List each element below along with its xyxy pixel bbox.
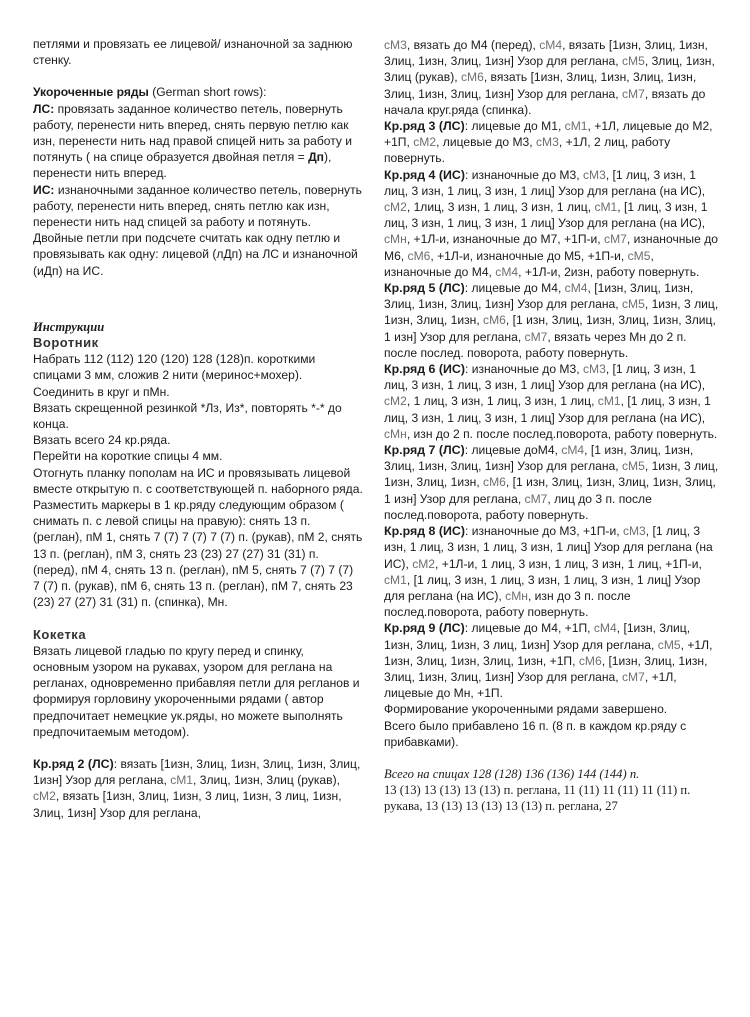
row-8-text-c: , +1Л-и, 1 лиц, 3 изн, 1 лиц, 3 изн, 1 лиц, +1П-и,	[435, 556, 702, 571]
row-9-text-a: : лицевые до М4, +1П,	[464, 621, 594, 636]
intro-paragraph: петлями и провязать ее лицевой/ изнаночной за заднюю стенку.	[33, 37, 353, 68]
row-5-text-b: , [1изн, 3лиц, 1изн, 3лиц, 1изн, 3лиц, 1изн] Узор для реглана,	[384, 281, 694, 312]
row-5-text-c: , 1изн, 3 лиц, 1изн, 3лиц, 1изн,	[384, 297, 719, 328]
is-text: изнаночными заданное количество петель, повернуть работу, перенести нить вперед, снять петлю как изн, перенести нить над спицей за работу и потянуть.	[33, 182, 362, 230]
marker-m5: сМ5	[621, 54, 645, 69]
row-4-text-b: , [1 лиц, 3 изн, 1 лиц, 3 изн, 1 лиц, 3 изн, 1 лиц] Узор для реглана (на ИС),	[384, 167, 706, 198]
marker-m2: сМ2	[384, 394, 407, 409]
row-2-text-d: , вязать до М4 (перед),	[406, 38, 540, 52]
collar-title: Воротник	[33, 335, 99, 351]
row-8-text-d: , [1 лиц, 3 изн, 1 лиц, 3 изн, 1 лиц, 3 изн, 1 лиц] Узор для реглана (на ИС),	[384, 572, 701, 603]
row-4-text-d: , [1 лиц, 3 изн, 1 лиц, 3 изн, 1 лиц, 3 изн, 1 лиц] Узор для реглана (на ИС),	[384, 200, 708, 231]
row-3-label: Кр.ряд 3 (ЛС)	[384, 119, 465, 134]
instructions-title: Инструкции	[33, 319, 105, 334]
marker-m7: сМ7	[621, 86, 645, 101]
row-2-paragraph	[33, 756, 363, 821]
marker-m4: сМ4	[561, 443, 585, 458]
row-2-continued	[384, 37, 722, 118]
row-2-text-h: , вязать до начала круг.ряда (спинка).	[384, 86, 706, 117]
marker-m4: сМ4	[539, 38, 563, 52]
row-3-text-d: , +1Л, 2 лиц, работу повернуть.	[384, 135, 671, 166]
row-9-label: Кр.ряд 9 (ЛС)	[384, 621, 465, 636]
row-5-text-a: : лицевые до М4,	[464, 281, 565, 296]
marker-m7: сМ7	[621, 669, 645, 684]
row-4-text-c: , 1лиц, 3 изн, 1 лиц, 3 изн, 1 лиц,	[406, 200, 595, 215]
row-2-text-e: , вязать [1изн, 3лиц, 1изн, 3лиц, 1изн, 3лиц, 1изн] Узор для реглана,	[384, 38, 708, 69]
stitch-distribution: 13 (13) 13 (13) 13 (13) п. реглана, 11 (11) 11 (11) 11 (11) п. рукава, 13 (13) 13 (13) 13 (13) п. реглана, 27	[384, 783, 691, 814]
row-6-text-d: , [1 лиц, 3 изн, 1 лиц, 3 изн, 1 лиц, 3 изн, 1 лиц] Узор для реглана (на ИС),	[384, 394, 711, 425]
collar-rows: Вязать всего 24 кр.ряда.	[33, 433, 171, 448]
row-6-paragraph	[384, 361, 722, 442]
marker-m5: сМ5	[621, 297, 645, 312]
row-3-text-c: , лицевые до М3,	[436, 135, 536, 150]
row-4-paragraph	[384, 167, 722, 280]
is-paragraph	[33, 182, 363, 231]
row-3-paragraph	[384, 118, 722, 167]
marker-m7: сМ7	[524, 329, 548, 344]
marker-m2: сМ2	[413, 135, 437, 150]
row-7-paragraph	[384, 442, 722, 523]
right-column	[384, 37, 722, 815]
yoke-title: Кокетка	[33, 626, 87, 642]
row-3-text-a: : лицевые до М1,	[464, 119, 565, 134]
row-2-text-f: , 3лиц, 1изн, 3лиц (рукав),	[384, 54, 715, 85]
marker-m6: сМ6	[407, 248, 431, 263]
total-increased: Всего было прибавлено 16 п. (8 п. в каждом кр.ряду с прибавками).	[384, 718, 687, 749]
marker-m3: сМ3	[582, 362, 606, 377]
row-7-text-a: : лицевые доМ4,	[464, 443, 562, 458]
row-2-text-a: : вязать [1изн, 3лиц, 1изн, 3лиц, 1изн, 3лиц, 1изн] Узор для реглана,	[33, 756, 361, 788]
row-2-text-b: , 3лиц, 1изн, 3лиц (рукав),	[193, 773, 340, 788]
marker-m6: сМ6	[578, 653, 602, 668]
marker-m3: сМ3	[622, 524, 646, 539]
short-rows-done: Формирование укороченными рядами завершено.	[384, 702, 668, 717]
row-7-text-d: , [1 изн, 3лиц, 1изн, 3лиц, 1изн, 3лиц, 1 изн] Узор для реглана,	[384, 475, 716, 506]
row-5-text-e: , вязать через Мн до 2 п. после послед. поворота, работу повернуть.	[384, 329, 687, 360]
is-label: ИС:	[33, 182, 55, 197]
row-9-paragraph	[384, 620, 722, 701]
short-rows-subtitle: (German short rows):	[148, 85, 267, 100]
row-6-text-a: : изнаночные до М3,	[464, 362, 583, 377]
collar-needles: Перейти на короткие спицы 4 мм.	[33, 449, 223, 464]
marker-m1: сМ1	[170, 773, 194, 788]
marker-m2: сМ2	[412, 556, 436, 571]
row-9-text-d: , [1изн, 3лиц, 1изн, 3лиц, 1изн, 3лиц, 1изн] Узор для реглана,	[384, 653, 708, 684]
collar-cast-on: Набрать 112 (112) 120 (120) 128 (128)п. короткими спицами 3 мм, сложив 2 нити (меринос+мохер). Соединить в круг и пМн.	[33, 352, 316, 399]
ls-dp: Дп	[308, 150, 324, 165]
row-4-text-g: , +1Л-и, изнаночные до М5, +1П-и,	[430, 248, 628, 263]
row-6-text-e: , изн до 2 п. после послед.поворота, работу повернуть.	[406, 426, 718, 441]
marker-m4: сМ4	[564, 281, 588, 296]
double-loops-paragraph: Двойные петли при подсчете считать как одну петлю и провязывать как одну: лицевой (лДп) на ЛС и изнаночной (иДп) на ИС.	[33, 231, 358, 278]
row-4-text-h: , изнаночные до М4,	[384, 248, 654, 279]
row-2-label: Кр.ряд 2 (ЛС)	[33, 756, 114, 771]
ls-text-2: ), перенести нить вперед.	[33, 150, 332, 181]
marker-m5: сМ5	[657, 637, 681, 652]
marker-m7: сМ7	[524, 491, 548, 506]
row-4-label: Кр.ряд 4 (ИС)	[384, 167, 465, 182]
row-5-text-d: , [1 изн, 3лиц, 1изн, 3лиц, 1изн, 3лиц, 1 изн] Узор для реглана,	[384, 313, 716, 344]
row-9-text-c: , +1Л, 1изн, 3лиц, 1изн, 3лиц, 1изн, +1П,	[384, 637, 713, 668]
marker-m3: сМ3	[535, 135, 559, 150]
marker-m5: сМ5	[627, 248, 651, 263]
row-6-text-b: , [1 лиц, 3 изн, 1 лиц, 3 изн, 1 лиц, 3 изн, 1 лиц] Узор для реглана (на ИС),	[384, 362, 706, 393]
marker-mn: сМн	[384, 232, 407, 247]
marker-m1: сМ1	[564, 119, 588, 134]
collar-rib: Вязать скрещенной резинкой *Лз, Из*, повторять *-* до конца.	[33, 400, 342, 432]
left-column	[33, 36, 363, 821]
collar-fold: Отогнуть планку пополам на ИС и провязывать лицевой вместе открытую п. с соответствующей п. наборного ряда.	[33, 465, 363, 496]
row-8-text-b: , [1 лиц, 3 изн, 1 лиц, 3 изн, 1 лиц, 3 изн, 1 лиц] Узор для реглана (на ИС),	[384, 524, 713, 571]
row-2-text-c: , вязать [1изн, 3лиц, 1изн, 3 лиц, 1изн, 3 лиц, 1изн, 3лиц, 1изн] Узор для реглана,	[33, 789, 342, 820]
total-on-needles: Всего на спицах 128 (128) 136 (136) 144 (144) п.	[384, 766, 640, 781]
row-7-label: Кр.ряд 7 (ЛС)	[384, 443, 465, 458]
row-6-label: Кр.ряд 6 (ИС)	[384, 362, 465, 377]
marker-m2: сМ2	[384, 200, 407, 215]
marker-m6: сМ6	[483, 313, 506, 328]
marker-m3: сМ3	[582, 167, 606, 182]
row-4-text-a: : изнаночные до М3,	[464, 167, 583, 182]
row-8-text-a: : изнаночные до М3, +1П-и,	[464, 524, 623, 539]
row-8-text-e: , изн до 3 п. после послед.поворота, работу повернуть.	[384, 588, 631, 620]
row-8-paragraph	[384, 523, 722, 620]
row-2-text-g: , вязать [1изн, 3лиц, 1изн, 3лиц, 1изн, 3лиц, 1изн, 3лиц, 1изн] Узор для реглана,	[384, 70, 697, 101]
short-rows-title: Укороченные ряды	[33, 85, 149, 100]
marker-m1: сМ1	[597, 394, 621, 409]
marker-m1: сМ1	[594, 200, 618, 215]
marker-m6: сМ6	[460, 70, 484, 85]
marker-mn: сМн	[505, 588, 528, 603]
row-7-text-b: , [1 изн, 3лиц, 1изн, 3лиц, 1изн, 3лиц, 1изн] Узор для реглана,	[384, 443, 694, 474]
short-rows-heading	[33, 84, 363, 100]
row-9-text-b: , [1изн, 3лиц, 1изн, 3лиц, 1изн, 3 лиц, 1изн] Узор для реглана,	[384, 621, 691, 652]
row-8-label: Кр.ряд 8 (ИС)	[384, 524, 465, 539]
row-9-text-e: , +1Л, лицевые до Мн, +1П.	[384, 669, 677, 701]
marker-m5: сМ5	[621, 459, 645, 474]
marker-m4: сМ4	[495, 264, 519, 279]
row-5-label: Кр.ряд 5 (ЛС)	[384, 281, 465, 296]
marker-m6: сМ6	[483, 475, 506, 490]
ls-label: ЛС:	[33, 101, 55, 116]
row-6-text-c: , 1 лиц, 3 изн, 1 лиц, 3 изн, 1 лиц,	[406, 394, 598, 409]
marker-m4: сМ4	[593, 621, 617, 636]
yoke-paragraph: Вязать лицевой гладью по кругу перед и спинку, основным узором на рукавах, узором для реглана на регланах, одновременно прибавляя петли для регланов и формируя горловину укороченными рядами ( автор предпочитает немецкие ук.ряды, но можете выполнять предпочитаемым методом).	[33, 643, 360, 739]
ls-text-1: провязать заданное количество петель, повернуть работу, перенести нить вперед, снять первую петлю как изн, перенести нить над правой спицей нить за работу и потянуть ( на спице образуется двойная петля =	[33, 101, 353, 165]
marker-mn: сМн	[384, 426, 407, 441]
row-4-text-i: , +1Л-и, 2изн, работу повернуть.	[518, 264, 700, 279]
marker-m2: сМ2	[33, 789, 56, 804]
row-4-text-f: , изнаночные до М6,	[384, 232, 718, 263]
row-5-paragraph	[384, 280, 722, 361]
marker-m3: сМ3	[384, 38, 407, 52]
row-3-text-b: , +1Л, лицевые до М2, +1П,	[384, 119, 713, 150]
ls-paragraph	[33, 101, 363, 182]
marker-m7: сМ7	[604, 232, 627, 247]
row-4-text-e: , +1Л-и, изнаночные до М7, +1П-и,	[406, 232, 605, 247]
row-7-text-c: , 1изн, 3 лиц, 1изн, 3лиц, 1изн,	[384, 459, 719, 490]
marker-m1: сМ1	[384, 572, 407, 587]
markers-paragraph: Разместить маркеры в 1 кр.ряду следующим образом ( снимать п. с левой спицы на правую): снять 13 п. (реглан), пМ 1, снять 7 (7) 7 (7) 7 (7) п. (рукав), пМ 2, снять 13 п. (реглан), пМ 3, снять 23 (23) 27 (27) 31 (31) п. (перед), пМ 4, снять 13 п. (реглан), пМ 5, снять 7 (7) 7 (7) 7 (7) п. (рукав), пМ 6, снять 13 п. (реглан), пМ 7, снять 23 (23) 27 (27) 31 (31) п. (спинка), Мн.	[33, 498, 363, 610]
row-7-text-e: , лиц до 3 п. после послед.поворота, работу повернуть.	[384, 491, 652, 522]
